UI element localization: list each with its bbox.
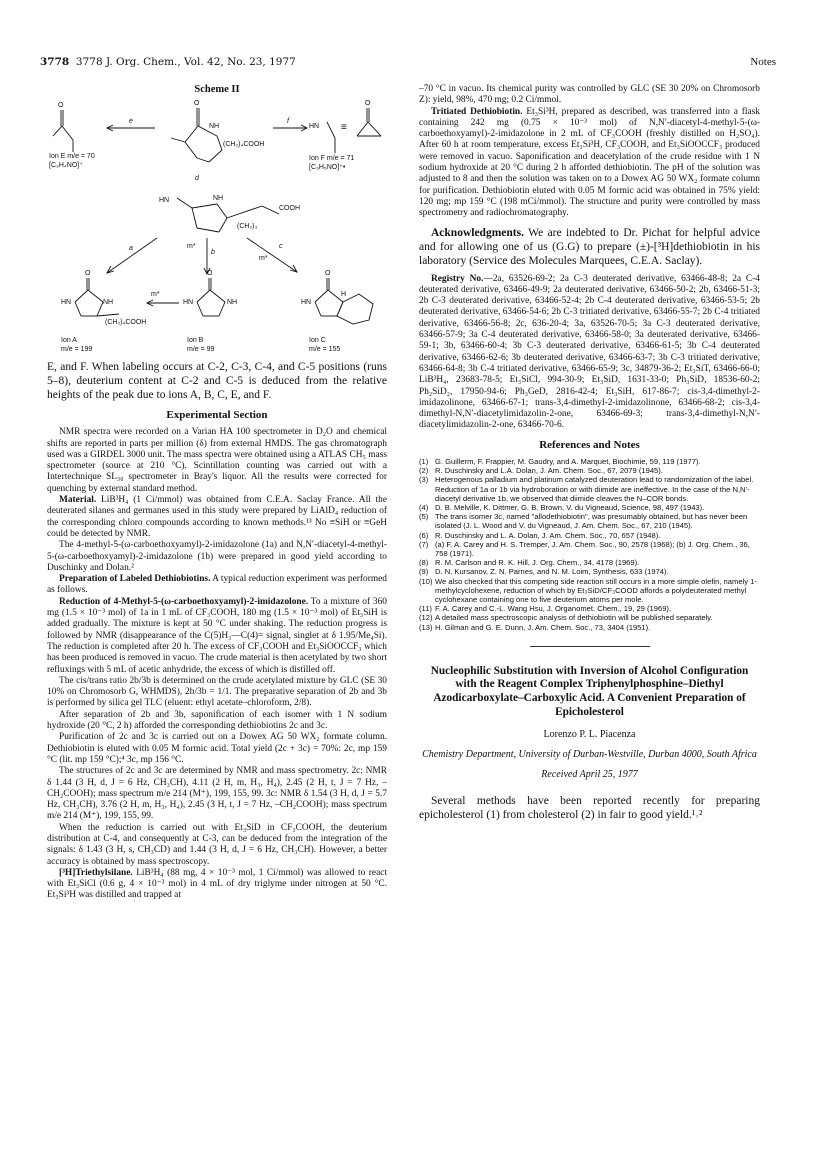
triethylsilane-paragraph: [³H]Triethylsilane. LiB³H₄ (88 mg, 4 × 10⁻³ mol, 1 Ci/mmol) was allowed to react with Et₃SiCl (0.6 g, 4 × 10⁻³ mol) in 4 mL of dry triglyme under nitrogen at 50 °C. Et₃Si³H was distilled and trapped at: [47, 867, 387, 901]
nmr-paragraph: NMR spectra were recorded on a Varian HA 100 spectrometer in D₂O and chemical shifts are reported in parts per million (δ) from external HMDS. The gas chromatograph used was a GIRDEL 3000 unit. The mass spectra were obtained using a ATLAS CH₅ mass spectrometer (source at 210 °C). Scintillation counting was carried out with a Intertechnique SL₃₀ spectrometer in Bray's liquor. All the results were corrected for quenching by external standard method.: [47, 427, 387, 494]
arrow-c: [247, 238, 297, 272]
running-header: [40, 56, 776, 72]
svg-text:O: O: [325, 270, 331, 277]
reference-text: A detailed mass spectroscopic analysis of dethiobiotin will be published separately.: [435, 613, 713, 623]
cis-trans-paragraph: The cis/trans ratio 2b/3b is determined on the crude acetylated mixture by GLC (SE 30 10% on Chromosorb G, WHMDS), 2b/3b = 1/1. The preparative separation of 2b and 3b is performed by silica gel TLC (eluent: ethyl acetate–chloroform, 2/8).: [47, 675, 387, 709]
svg-text:HN: HN: [183, 299, 194, 306]
svg-text:b: b: [211, 249, 215, 256]
journal-citation: 3778 3778 J. Org. Chem., Vol. 42, No. 23, 1977: [40, 56, 296, 68]
reference-number: (10): [419, 576, 433, 586]
svg-text:O: O: [85, 270, 91, 277]
arrow-f: [273, 118, 307, 131]
reference-number: (13): [419, 622, 433, 632]
arrow-e-label: e: [129, 118, 133, 125]
reference-item: [419, 604, 760, 613]
experimental-heading: Experimental Section: [166, 409, 268, 421]
reference-number: (12): [419, 613, 433, 623]
reference-text: H. Gilman and G. E. Dunn, J. Am. Chem. Soc., 73, 3404 (1951).: [435, 622, 651, 632]
arrow-a: [107, 238, 157, 273]
svg-text:NH: NH: [213, 195, 224, 202]
svg-text:NH: NH: [209, 123, 220, 130]
m-star-c: m*: [259, 255, 268, 262]
deuterium-paragraph: When the reduction is carried out with Et₃SiD in CF₃COOH, the deuterium distribution at C-4, and consequently at C-3, can be deduced from the integration of the signals: δ 1.43 (3 H, s, CH₃CD) and 1.44 (3 H, d, J = 6 Hz, CH₃CH). However, a better accuracy is obtained by mass spectroscopy.: [47, 822, 387, 867]
acknowledgments: Acknowledgments. We are indebted to Dr. Pichat for helpful advice and for allowing one of us (G.G) to prepare (±)-[³H]dethiobiotin in his laboratory (Service des Molecules Marquees, C.E.A. Saclay).: [419, 226, 760, 267]
structures-paragraph: The structures of 2c and 3c are determined by NMR and mass spectrometry. 2c: NMR δ 1.44 (3 H, d, J = 6 Hz, CH₃CH), 4.11 (2 H, m, H₃, H₄), 2.45 (2 H, t, J = 7 Hz, –CH₂COOH); mass spectrum m/e 214 (M⁺), 199, 155, 99. 3c: NMR δ 1.54 (3 H, d, J = 5.7 Hz, CH₃CH), 3.76 (2 H, m, H₃, H₄), 2.45 (3 H, t, J = 7 Hz, –CH₂COOH); mass spectrum m/e 214 (M⁺), 199, 155, 99.: [47, 766, 387, 822]
ion-c-structure: [301, 270, 373, 353]
arrow-e: [107, 118, 155, 131]
reference-text: D. N. Kursanov, Z. N. Parnes, and N. M. Loim, Synthesis, 633 (1974).: [435, 567, 669, 577]
chain-bottom: (CH₂)₄COOH: [105, 319, 147, 326]
svg-text:HN: HN: [61, 299, 72, 306]
molecule-middle: [159, 195, 300, 250]
ion-e-oxygen: O: [58, 102, 64, 109]
arrow-b: [204, 238, 215, 274]
article-abstract: Several methods have been reported recently for preparing epicholesterol (1) from cholesterol (2) in fair to good yield.¹˒²: [419, 794, 760, 821]
reference-number: (8): [419, 558, 429, 568]
svg-text:c: c: [279, 243, 283, 250]
svg-text:NH: NH: [227, 299, 238, 306]
received-date: Received April 25, 1977: [541, 768, 638, 780]
reference-number: (7): [419, 539, 429, 549]
reference-text: G. Guillerm, F. Frappier, M. Gaudry, and A. Marquet, Biochimie, 59, 119 (1977).: [435, 457, 701, 467]
reference-number: (11): [419, 604, 432, 614]
reference-text: (a) F. A. Carey and H. S. Tremper, J. Am. Chem. Soc., 90, 2578 (1968); (b) J. Org. Chem., 36, 758 (1971).: [435, 539, 750, 559]
reference-text: D. B. Melville, K. Dittmer, G. B. Brown, V. du Vigneaud, Science, 98, 497 (1943).: [435, 503, 705, 513]
reference-item: [419, 613, 760, 622]
reference-text: The trans isomer 3c, named "allodethiobiotin", was presumably obtained, but has never been isolated (J. L. Wood and V. du Vigneaud, J. Am. Chem. Soc., 67, 210 (1945).: [435, 512, 748, 531]
reference-text: F. A. Carey and C.-L. Wang Hsu, J. Organomet. Chem., 19, 29 (1969).: [435, 604, 672, 614]
journal-line: 3778 J. Org. Chem., Vol. 42, No. 23, 1977: [75, 56, 296, 68]
svg-text:O: O: [365, 100, 371, 107]
reference-item: [419, 623, 760, 632]
references-list: [419, 457, 760, 632]
reference-item: [419, 466, 760, 475]
reference-item: [419, 457, 760, 466]
m-star-b: m*: [187, 243, 196, 250]
scheme-figure: [47, 84, 387, 354]
svg-text:m*: m*: [151, 291, 160, 298]
reference-text: Heterogenous palladium and platinum catalyzed deuteration lead to randomization of the label. Reduction of 1a or 1b via hydroboration or with diimide are ineffective. In the case of the N,N′-diacetyl derivative 1b, we observed that diimide cleaves the N–COR bonds.: [435, 475, 754, 503]
reference-item: [419, 475, 760, 503]
ion-b-me: m/e = 99: [187, 346, 215, 353]
svg-text:HN: HN: [159, 197, 170, 204]
ion-a-structure: [61, 270, 146, 353]
ion-a-label: Ion A: [61, 337, 77, 344]
ion-f-structure: [309, 100, 381, 171]
reference-item: [419, 577, 760, 605]
svg-text:O: O: [194, 100, 200, 107]
reference-item: [419, 558, 760, 567]
right-column: [419, 84, 760, 822]
reference-number: (5): [419, 512, 429, 522]
svg-text:a: a: [129, 245, 133, 252]
reference-item: [419, 567, 760, 576]
arrow-f-label: f: [287, 118, 289, 125]
section-label: Notes: [750, 56, 776, 68]
purification-paragraph: Purification of 2c and 3c is carried out on a Dowex AG 50 WX₂ formate column. Dethiobiotin is eluted with 0.05 M formic acid. Total yield (2c + 3c) = 70%: 2c, mp 159 °C (lit. mp 159 °C);⁴ 3c, mp 156 °C.: [47, 732, 387, 765]
reference-text: We also checked that this competing side reaction still occurs in a more simple olefin, namely 1-methylcyclohexene, reduction of which by Et₃SiD/CF₃COOD affords a polydeuterated methyl cyclohexane containing one to five deuterium atoms per mole.: [435, 576, 757, 605]
chain-top: (CH₂)₄COOH: [223, 141, 265, 148]
reference-number: (6): [419, 530, 429, 540]
ion-a-me: m/e = 199: [61, 346, 93, 353]
ion-b-structure: [183, 270, 237, 353]
ion-c-label: Ion C: [309, 337, 326, 344]
reference-number: (9): [419, 567, 429, 577]
article-author: Lorenzo P. L. Piacenza: [543, 729, 636, 741]
ion-e-label: Ion E m/e = 70: [49, 153, 95, 160]
reference-text: R. Duschinsky and L.A. Dolan, J. Am. Chem. Soc., 67, 2079 (1945).: [435, 466, 663, 476]
material-paragraph: Material. LiB³H₄ (1 Ci/mmol) was obtained from C.E.A. Saclay France. All the deuterated silanes and germanes used in this study were prepared by LiAlD₄ reduction of the corresponding chloro compounds according to known methods.¹³ No ≡SiH or ≡GeH could be detected by NMR.: [47, 495, 387, 539]
svg-text:O: O: [207, 270, 213, 277]
ion-f-formula: [C₃H₅NO]⁺•: [309, 164, 346, 171]
reference-number: (4): [419, 503, 429, 513]
reference-number: (2): [419, 466, 429, 476]
ion-c-me: m/e = 155: [309, 346, 341, 353]
article-title: Nucleophilic Substitution with Inversion of Alcohol Configuration with the Reagent Complex Triphenylphosphine–Diethyl Azodicarboxylate–Carboxylic Acid. A Convenient Preparation of Epicholesterol: [430, 664, 749, 718]
registry-numbers: Registry No.—2a, 63526-69-2; 2a C-3 deuterated derivative, 63466-48-8; 2a C-4 deuterated derivative, 63466-49-9; 2a deuterated derivative, 63466-50-2; 2b, 63466-51-3; 2b C-3 deuterated derivative, 63466-52-4; 2b C-4 deuterated derivative, 63466-53-5; 2b deuterated derivative, 63466-54-6; 2b C-3 tritiated derivative, 63466-55-7; 2b C-4 tritiated derivative, 63466-56-8; 2c, 636-20-4; 3a, 63526-70-5; 3a C-3 deuterated derivative, 63466-57-9; 3a C-4 deuterated derivative, 63466-58-0; 3a deuterated derivative, 63466-59-1; 3b, 63466-60-4; 3b C-3 deuterated derivative, 63466-61-5; 3b C-4 deuterated derivative, 63466-62-6; 3b deuterated derivative, 63466-63-7; 3b C-3 tritiated derivative, 63466-64-8; 3b C-4 tritiated derivative, 63466-65-9; 3c, 34879-36-2; Et₃SiT, 63466-66-0; LiB³H₄, 23683-78-5; Et₃SiCl, 994-30-9; Et₃SiD, 1631-33-0; Ph₃SiD, 18536-60-2; Ph₂SiD₂, 17950-94-6; Ph₃GeD, 2816-42-4; Et₃SiH, 617-86-7; cis-3,4-dimethyl-2-imidazolinone, 63466-67-1; trans-3,4-dimethyl-2-imidazolinone, 63466-68-2; cis-3,4-dimethyl-N,N′-diacetylimidazolin-2-one, 63466-69-3; trans-3,4-dimethyl-N,N′-diacetylimidazolin-2-one, 63466-70-6.: [419, 273, 760, 431]
reduction-paragraph: Reduction of 4-Methyl-5-(ω-carboethoxyamyl)-2-imidazolone. To a mixture of 360 mg (1.5 × 10⁻³ mol) of 1a in 1 mL of CF₃COOH, 180 mg (1.5 × 10⁻³ mol) of Et₃SiH is added gradually. The mixture is kept at 50 °C under shaking. The reduction progress is followed by NMR (disappearance of the C(5)H₃—C(4)= signal, singlet at δ 1.95/Me₄Si). The reduction is completed after 20 h. The excess of CF₃COOH and Et₃SiOOCCF₃ which has been produced is removed in vacuo. The crude material is then acetylated by two short refluxings with 5 mL of acetic anhydride, the excess of which is distilled off.: [47, 596, 387, 675]
molecule-top: [171, 100, 264, 182]
svg-text:NH: NH: [103, 299, 114, 306]
preparation-paragraph: Preparation of Labeled Dethiobiotins. A typical reduction experiment was performed as follows.: [47, 574, 387, 596]
imidazolone-paragraph: The 4-methyl-5-(ω-carboethoxyamyl)-2-imidazolone (1a) and N,N′-diacetyl-4-methyl-5-(ω-carboethoxyamyl)-2-imidazolone (1b) were prepared in good yield according to Duschinky and Dolan.²: [47, 540, 387, 573]
cooh-label: COOH: [279, 205, 300, 212]
reference-item: [419, 540, 760, 558]
scheme-title: Scheme II: [194, 84, 240, 95]
ion-b-label: Ion B: [187, 337, 204, 344]
ion-e-structure: [49, 102, 95, 169]
chain-mid: (CH₂)₃: [237, 223, 258, 230]
ion-e-formula: [C₃H₄NO]⁺: [49, 162, 83, 169]
ion-f-label: Ion F m/e = 71: [309, 155, 355, 162]
svg-text:HN: HN: [309, 123, 320, 130]
article-divider: [530, 646, 650, 647]
tritiated-paragraph: Tritiated Dethiobiotin. Et₃Si³H, prepared as described, was transferred into a flask containing 242 mg (0.75 × 10⁻³ mol) of N,N′-diacetyl-4-methyl-5-(ω-carboethoxyamyl)-2-imidazolone in 2 mL of CF₃COOH (freshly distilled on H₂SO₄). After 60 h at room temperature, excess Et₃Si³H, CF₃COOH, and Et₃SiOOCCF₃ produced were removed in vacuo. Saponification and deacetylation of the crude residue with 1 N sodium hydroxide at 20 °C during 2 h afforded dethiobiotin. The pH of the solution was adjusted to 8 and then the solution was taken on to a Dowex AG 50 WX₂ formate column for purification. Dethiobiotin eluted with 0.05 M formic acid was obtained in 75% yield: 120 mg; mp 159 °C (198 mCi/mmol). The structure and purity were controlled by mass spectrometry and radiochromatography.: [419, 106, 760, 219]
reference-item: [419, 503, 760, 512]
separation-paragraph: After separation of 2b and 3b, saponification of each isomer with 1 N sodium hydroxide (20 °C, 2 h) afforded the corresponding dethiobiotins 2c and 3c.: [47, 709, 387, 732]
reference-item: [419, 512, 760, 530]
article-affiliation: Chemistry Department, University of Durban-Westville, Durban 4000, South Africa: [422, 748, 757, 760]
reference-item: [419, 531, 760, 540]
reference-number: (3): [419, 475, 429, 485]
svg-text:H: H: [341, 291, 347, 298]
arrow-d-label: d: [195, 175, 199, 182]
reference-text: R. Duschinsky and L. A. Dolan, J. Am. Chem. Soc., 70, 657 (1948).: [435, 530, 661, 540]
continuation-paragraph: –70 °C in vacuo. Its chemical purity was controlled by GLC (SE 30 20% on Chromosorb Z): yield, 98%, 470 mg; 0.2 Ci/mmol.: [419, 84, 760, 106]
equiv-sign: ≡: [341, 122, 347, 133]
scheme-diagram: [47, 98, 387, 353]
intro-paragraph: E, and F. When labeling occurs at C-2, C-3, C-4, and C-5 positions (runs 5–8), deuterium content at C-2 and C-5 is deduced from the relative heights of the peak due to ions A, B, C, E, and F.: [47, 361, 387, 401]
left-column: [47, 360, 387, 902]
reference-number: (1): [419, 457, 429, 467]
references-heading: References and Notes: [539, 438, 640, 451]
reference-text: R. M. Carlson and R. K. Hill, J. Org. Chem., 34, 4178 (1969).: [435, 558, 640, 568]
svg-text:HN: HN: [301, 299, 312, 306]
arrow-ab: [147, 291, 179, 306]
